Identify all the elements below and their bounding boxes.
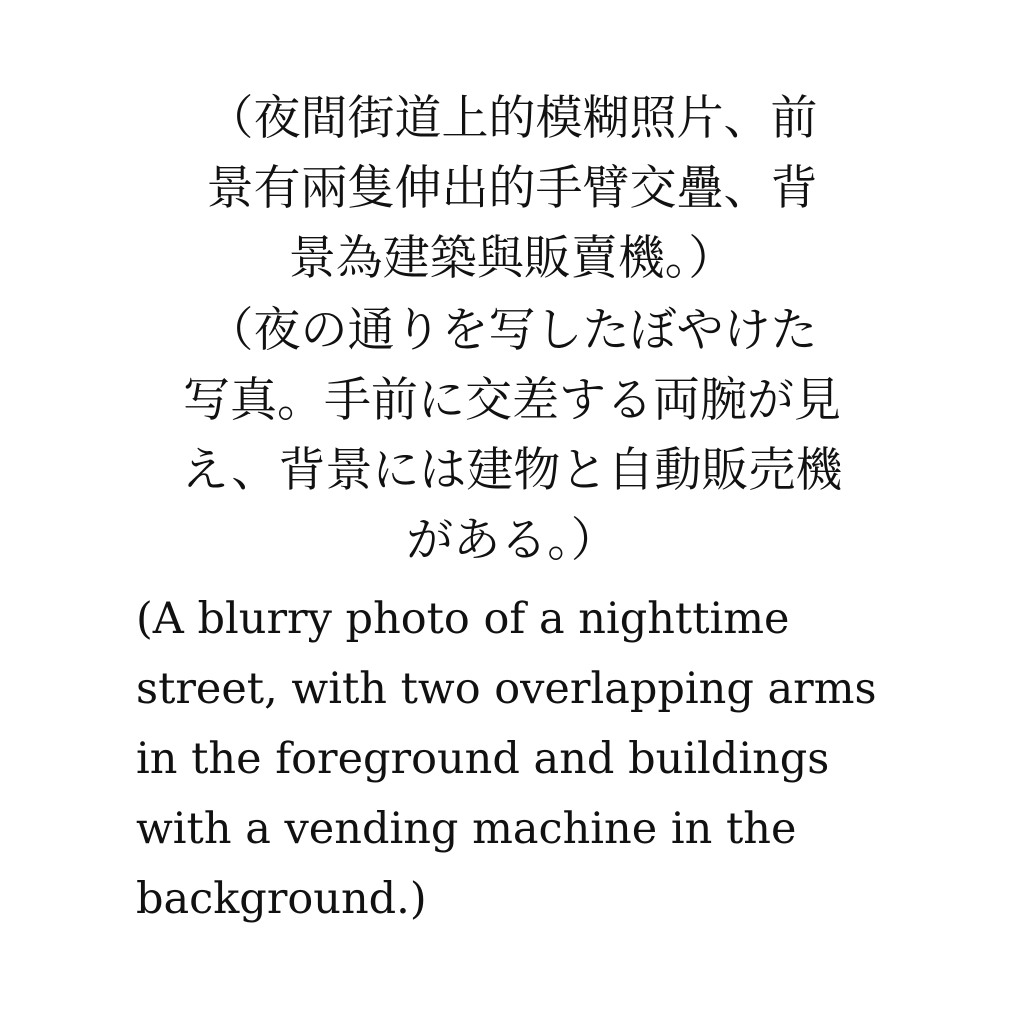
caption-japanese-line: 写真。手前に交差する両腕が見 (183, 373, 841, 428)
caption-english-line: street, with two overlapping arms (136, 664, 877, 714)
caption-japanese-line: え、背景には建物と自動販売機 (181, 443, 843, 498)
caption-japanese-line: がある。） (406, 513, 618, 568)
caption-english-line: background.) (136, 874, 427, 924)
caption-chinese (120, 84, 904, 294)
caption-chinese-line: 景為建築與販賣機。） (288, 231, 736, 286)
caption-english (136, 584, 906, 934)
caption-english-line: in the foreground and buildings (136, 734, 830, 784)
caption-chinese-line: （夜間街道上的模糊照片、前 (206, 91, 818, 146)
caption-english-line: (A blurry photo of a nighttime (136, 594, 790, 644)
caption-english-line: with a vending machine in the (136, 804, 797, 854)
caption-japanese (120, 296, 904, 576)
caption-japanese-line: （夜の通りを写したぼやけた (206, 303, 818, 358)
caption-chinese-line: 景有兩隻伸出的手臂交疊、背 (206, 161, 818, 216)
